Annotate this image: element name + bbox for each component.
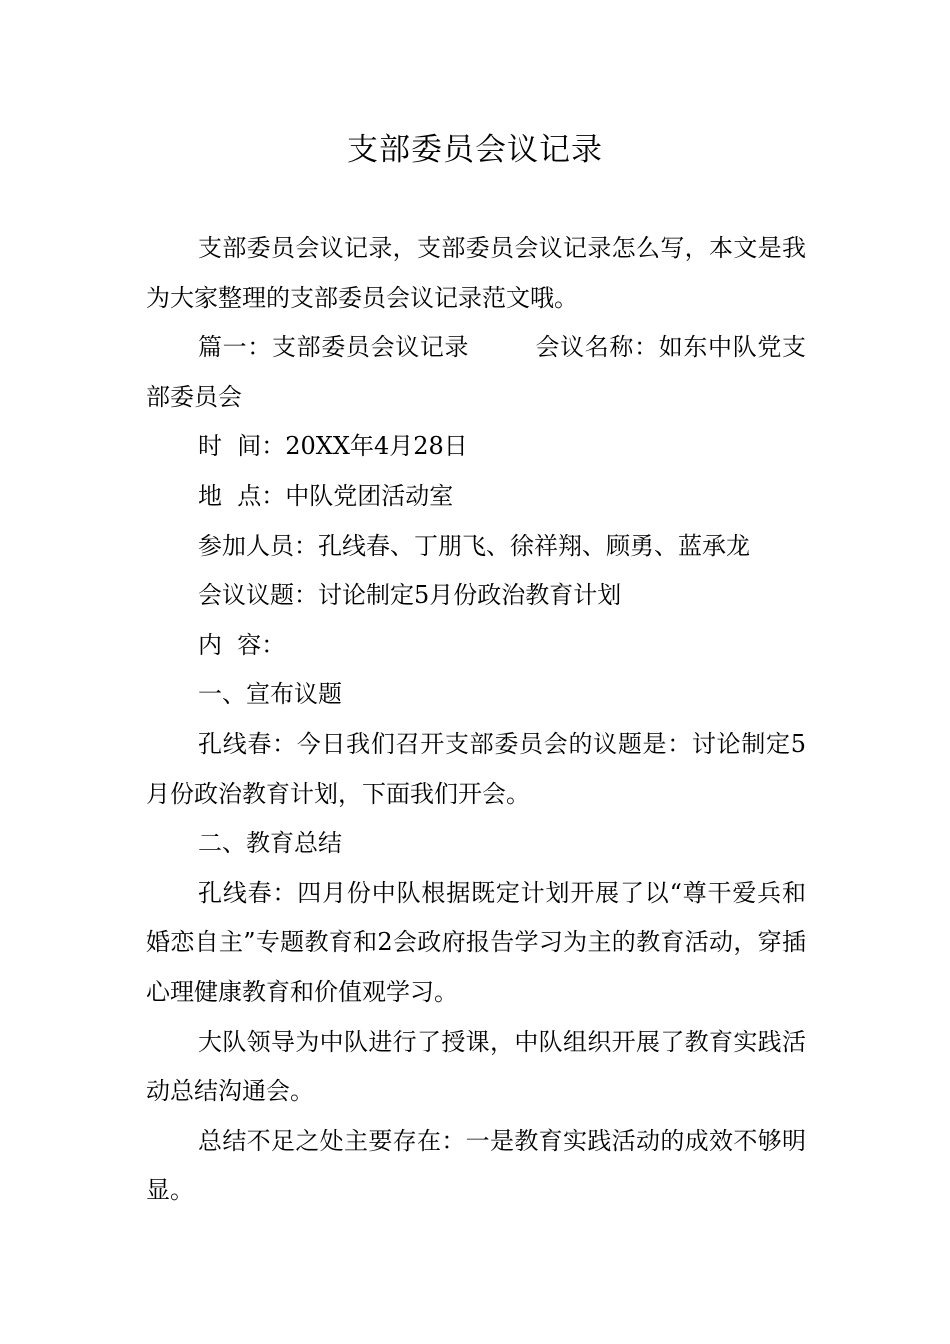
paragraph-content-heading: 内 容： <box>198 630 286 659</box>
paragraph-location: 地 点：中队党团活动室 <box>198 481 454 510</box>
document-title: 支部委员会议记录 <box>347 132 603 168</box>
section-heading-announce: 一、宣布议题 <box>198 680 342 709</box>
paragraph-time: 时 间：20XX年4月28日 <box>198 432 468 461</box>
paragraph-lecture: 大队领导为中队进行了授课，中队组织开展了教育实践活动总结沟通会。 <box>146 1027 806 1106</box>
section-heading-summary: 二、教育总结 <box>198 829 342 858</box>
paragraph-attendees: 参加人员：孔线春、丁朋飞、徐祥翔、顾勇、蓝承龙 <box>198 531 750 560</box>
paragraph-intro: 支部委员会议记录，支部委员会议记录怎么写，本文是我为大家整理的支部委员会议记录范文哦。 <box>146 234 806 312</box>
paragraph-announce: 孔线春：今日我们召开支部委员会的议题是：讨论制定5月份政治教育计划，下面我们开会。 <box>146 729 806 808</box>
paragraph-shortcomings: 总结不足之处主要存在：一是教育实践活动的成效不够明显。 <box>146 1126 806 1205</box>
paragraph-topic: 会议议题：讨论制定5月份政治教育计划 <box>198 581 622 610</box>
paragraph-meeting-name: 篇一：支部委员会议记录 会议名称：如东中队党支部委员会 <box>146 333 806 411</box>
document-body <box>146 224 806 1216</box>
paragraph-summary: 孔线春：四月份中队根据既定计划开展了以“尊干爱兵和婚恋自主”专题教育和2会政府报告学习为主的教育活动，穿插心理健康教育和价值观学习。 <box>146 878 806 1006</box>
